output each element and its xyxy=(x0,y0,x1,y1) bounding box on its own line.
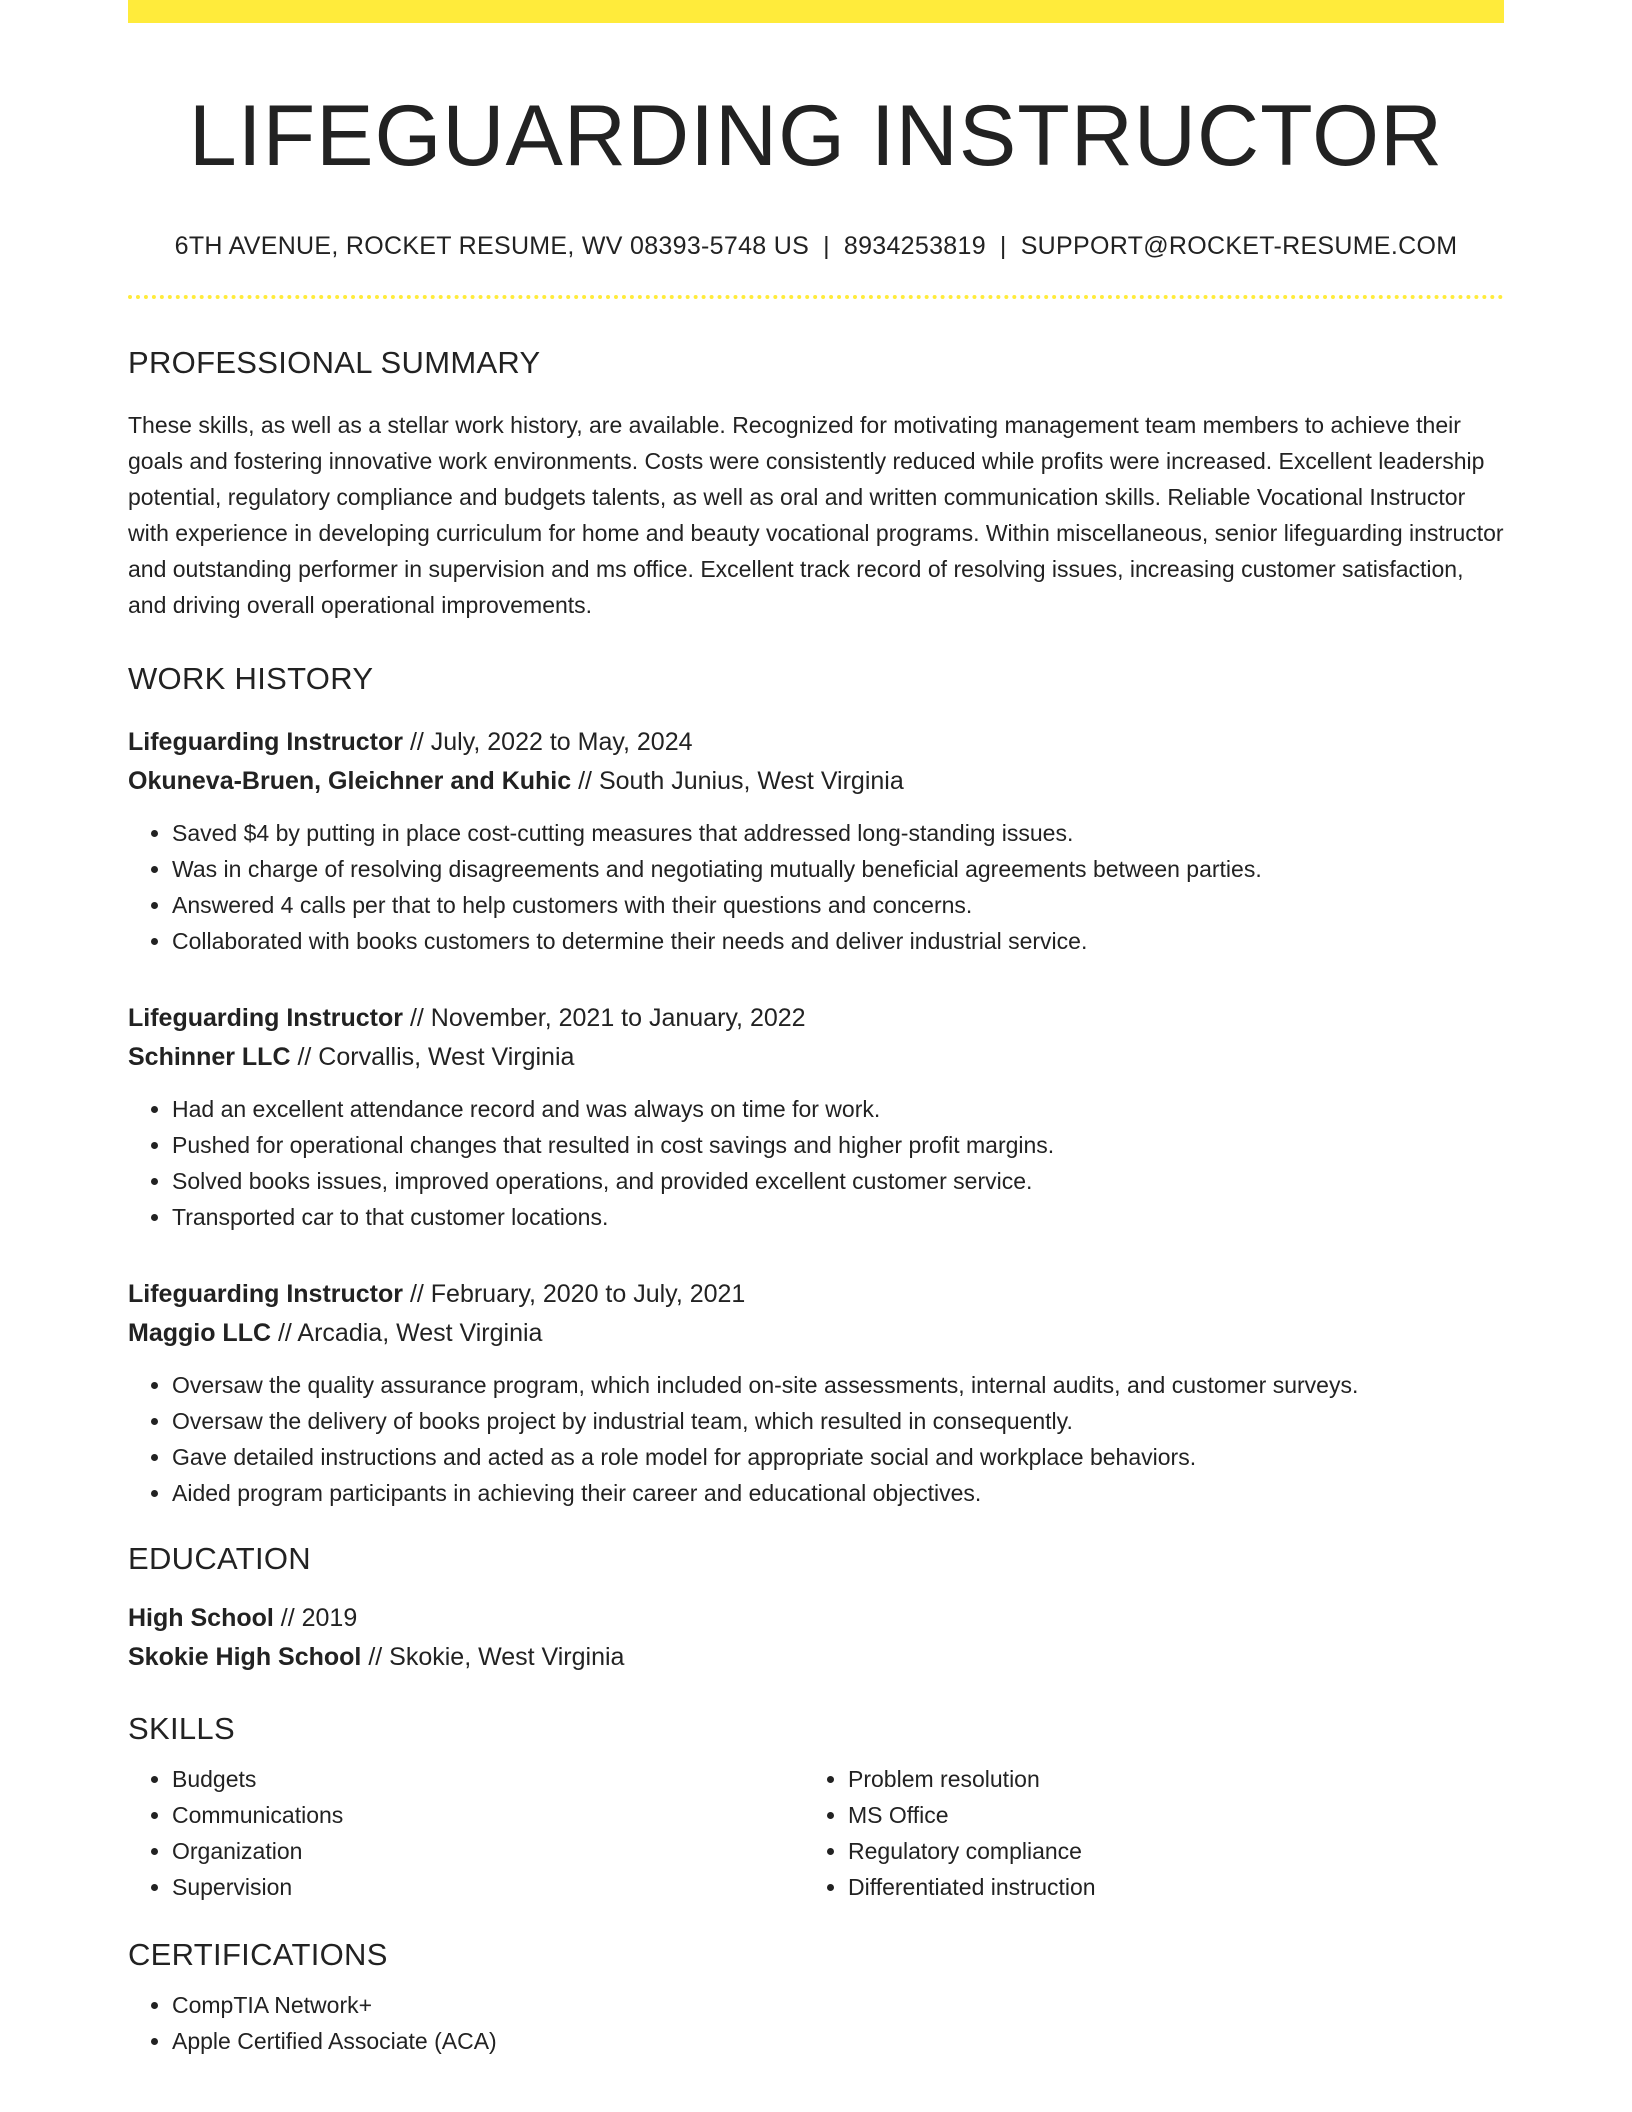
job-title-line xyxy=(128,1275,1504,1314)
job-dates: // February, 2020 to July, 2021 xyxy=(403,1280,746,1309)
job-bullet: • Oversaw the delivery of books project by industrial team, which resulted in consequently. xyxy=(172,1403,1504,1439)
job-bullet: • Transported car to that customer locations. xyxy=(172,1199,1504,1235)
job-title-line xyxy=(128,723,1504,762)
contact-address: 6TH AVENUE, ROCKET RESUME, WV 08393-5748 US xyxy=(174,232,810,261)
education-school: Skokie High School xyxy=(128,1643,362,1672)
job-bullets xyxy=(128,1367,1504,1511)
job-bullet: • Oversaw the quality assurance program, which included on-site assessments, internal audits, and customer surveys. xyxy=(172,1367,1504,1403)
job-bullet: • Answered 4 calls per that to help customers with their questions and concerns. xyxy=(172,887,1504,923)
job-bullet: • Pushed for operational changes that resulted in cost savings and higher profit margins. xyxy=(172,1127,1504,1163)
job-bullets xyxy=(128,815,1504,959)
education-heading: EDUCATION xyxy=(128,1541,311,1577)
dotted-divider xyxy=(128,295,1504,299)
education-entry xyxy=(128,1599,1504,1677)
job-entry xyxy=(128,999,1504,1235)
skills-column-right xyxy=(804,1761,1480,1905)
certifications-list xyxy=(128,1987,1504,2059)
job-bullet: • Aided program participants in achieving their career and educational objectives. xyxy=(172,1475,1504,1511)
skills-list xyxy=(128,1761,1504,1905)
certification-item: • Apple Certified Associate (ACA) xyxy=(172,2023,1504,2059)
job-location: // Corvallis, West Virginia xyxy=(290,1043,575,1072)
education-location: // Skokie, West Virginia xyxy=(361,1643,625,1672)
accent-bar xyxy=(128,0,1504,23)
job-company-line xyxy=(128,762,1504,801)
job-role: Lifeguarding Instructor xyxy=(128,1280,403,1309)
skill-item: • Budgets xyxy=(172,1761,804,1797)
skill-item: • Organization xyxy=(172,1833,804,1869)
job-bullet: • Gave detailed instructions and acted as a role model for appropriate social and workplace behaviors. xyxy=(172,1439,1504,1475)
certifications-heading: CERTIFICATIONS xyxy=(128,1937,388,1973)
resume-page xyxy=(128,0,1504,2059)
job-bullet: • Was in charge of resolving disagreements and negotiating mutually beneficial agreements between parties. xyxy=(172,851,1504,887)
job-entry xyxy=(128,723,1504,959)
skill-item: • Differentiated instruction xyxy=(848,1869,1480,1905)
job-dates: // July, 2022 to May, 2024 xyxy=(403,728,693,757)
skill-item: • MS Office xyxy=(848,1797,1480,1833)
contact-phone: 8934253819 xyxy=(843,232,986,261)
job-entry xyxy=(128,1275,1504,1511)
skill-item: • Communications xyxy=(172,1797,804,1833)
skill-item: • Supervision xyxy=(172,1869,804,1905)
education-year: // 2019 xyxy=(273,1604,358,1633)
work-history-heading: WORK HISTORY xyxy=(128,661,374,697)
job-bullet: • Solved books issues, improved operations, and provided excellent customer service. xyxy=(172,1163,1504,1199)
education-degree-line xyxy=(128,1599,1504,1638)
job-bullet: • Saved $4 by putting in place cost-cutting measures that addressed long-standing issues. xyxy=(172,815,1504,851)
job-bullet: • Had an excellent attendance record and was always on time for work. xyxy=(172,1091,1504,1127)
job-location: // South Junius, West Virginia xyxy=(571,767,904,796)
job-bullets xyxy=(128,1091,1504,1235)
job-role: Lifeguarding Instructor xyxy=(128,728,403,757)
education-school-line xyxy=(128,1638,1504,1677)
job-dates: // November, 2021 to January, 2022 xyxy=(403,1004,806,1033)
summary-heading: PROFESSIONAL SUMMARY xyxy=(128,345,541,381)
job-title-line xyxy=(128,999,1504,1038)
skills-column-left xyxy=(128,1761,804,1905)
job-bullet: • Collaborated with books customers to determine their needs and deliver industrial service. xyxy=(172,923,1504,959)
job-company: Maggio LLC xyxy=(128,1319,272,1348)
job-company-line xyxy=(128,1314,1504,1353)
job-company-line xyxy=(128,1038,1504,1077)
job-location: // Arcadia, West Virginia xyxy=(271,1319,543,1348)
contact-email: SUPPORT@ROCKET-RESUME.COM xyxy=(1020,232,1458,261)
job-company: Okuneva-Bruen, Gleichner and Kuhic xyxy=(128,767,572,796)
certification-item: • CompTIA Network+ xyxy=(172,1987,1504,2023)
job-company: Schinner LLC xyxy=(128,1043,291,1072)
contact-separator: | xyxy=(823,232,830,261)
contact-line xyxy=(128,232,1504,261)
skill-item: • Regulatory compliance xyxy=(848,1833,1480,1869)
skills-heading: SKILLS xyxy=(128,1711,235,1747)
contact-separator: | xyxy=(999,232,1007,261)
job-role: Lifeguarding Instructor xyxy=(128,1004,403,1033)
education-degree: High School xyxy=(128,1604,274,1633)
resume-name: LIFEGUARDING INSTRUCTOR xyxy=(188,88,1444,184)
summary-text: These skills, as well as a stellar work history, are available. Recognized for motivating management team members to achieve their goals and fostering innovative work environments. Costs were consistently reduced while profits were increased. Excellent leadership potential, regulatory compliance and budgets talents, as well as oral and written communication skills. Reliable Vocational Instructor with experience in developing curriculum for home and beauty vocational programs. Within miscellaneous, senior lifeguarding instructor and outstanding performer in supervision and ms office. Excellent track record of resolving issues, increasing customer satisfaction, and driving overall operational improvements. xyxy=(128,412,1504,619)
skill-item: • Problem resolution xyxy=(848,1761,1480,1797)
